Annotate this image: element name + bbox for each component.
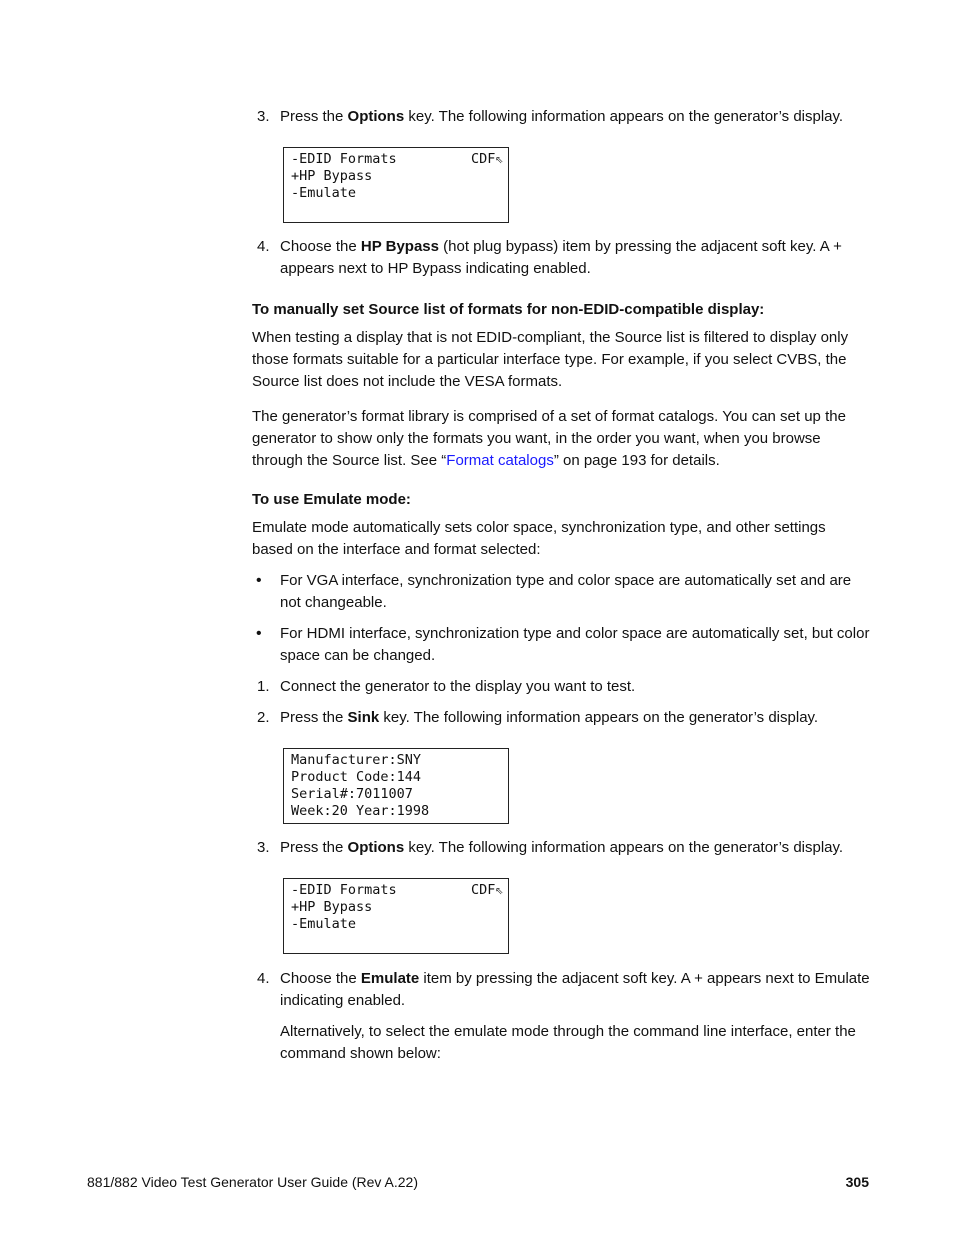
- hp-bypass-label: HP Bypass: [360, 238, 439, 255]
- display-cdf-indicator: CDF⇖: [471, 151, 504, 167]
- sink-key-label: Sink: [347, 709, 380, 726]
- step-4-text: Choose the Emulate item by pressing the adjacent soft key. A + appears next to Emulate indicating enabled.: [280, 970, 870, 1009]
- step-3-text: Press the Options key. The following information appears on the generator’s display.: [280, 108, 844, 125]
- bullet-text: For VGA interface, synchronization type and color space are automatically set and are not changeable.: [280, 572, 852, 611]
- paragraph: The generator’s format library is comprised of a set of format catalogs. You can set up the generator to show only the formats you want, in the order you want, when you browse through the Source list. See “Format catalogs” on page 193 for details.: [252, 408, 846, 469]
- step-number: 1.: [257, 678, 270, 695]
- generator-display: [283, 878, 509, 954]
- step-3-text: Press the Options key. The following information appears on the generator’s display.: [280, 839, 844, 856]
- step-2-text: Press the Sink key. The following information appears on the generator’s display.: [280, 709, 819, 726]
- step-number: 4.: [257, 970, 270, 987]
- step-4-text: Choose the HP Bypass (hot plug bypass) item by pressing the adjacent soft key. A + appears next to HP Bypass indicating enabled.: [280, 238, 842, 277]
- display-cdf-indicator: CDF⇖: [471, 882, 504, 898]
- display-line: -Emulate: [291, 185, 357, 201]
- display-line: Serial#:7011007: [291, 786, 413, 802]
- paragraph: Alternatively, to select the emulate mode through the command line interface, enter the command shown below:: [280, 1023, 856, 1062]
- step-number: 3.: [257, 108, 270, 125]
- section-heading: To manually set Source list of formats for non-EDID-compatible display:: [252, 301, 765, 318]
- generator-display: [283, 147, 509, 223]
- page-number: 305: [845, 1174, 869, 1190]
- display-line: -Emulate: [291, 916, 357, 932]
- display-line: Manufacturer:SNY: [291, 752, 422, 768]
- step-1-text: Connect the generator to the display you want to test.: [280, 678, 636, 695]
- footer-title: 881/882 Video Test Generator User Guide (Rev A.22): [87, 1174, 419, 1190]
- options-key-label: Options: [347, 108, 405, 125]
- generator-display: [283, 748, 509, 824]
- section-heading: To use Emulate mode:: [252, 491, 411, 508]
- emulate-label: Emulate: [360, 970, 420, 987]
- options-key-label: Options: [347, 839, 405, 856]
- step-number: 4.: [257, 238, 270, 255]
- display-line: -EDID Formats: [291, 882, 397, 898]
- display-line: -EDID Formats: [291, 151, 397, 167]
- paragraph: Emulate mode automatically sets color space, synchronization type, and other settings based on the interface and format selected:: [252, 519, 826, 558]
- bullet-mark: •: [256, 572, 262, 589]
- paragraph: When testing a display that is not EDID-compliant, the Source list is filtered to display only those formats suitable for a particular interface type. For example, if you select CVBS, the Source list does not include the VESA formats.: [252, 329, 849, 390]
- display-line: +HP Bypass: [291, 168, 373, 184]
- step-number: 3.: [257, 839, 270, 856]
- display-line: Week:20 Year:1998: [291, 803, 430, 819]
- display-line: +HP Bypass: [291, 899, 373, 915]
- format-catalogs-link[interactable]: Format catalogs: [446, 452, 554, 469]
- display-line: Product Code:144: [291, 769, 422, 785]
- bullet-mark: •: [256, 625, 262, 642]
- step-number: 2.: [257, 709, 270, 726]
- bullet-text: For HDMI interface, synchronization type and color space are automatically set, but color space can be changed.: [280, 625, 870, 664]
